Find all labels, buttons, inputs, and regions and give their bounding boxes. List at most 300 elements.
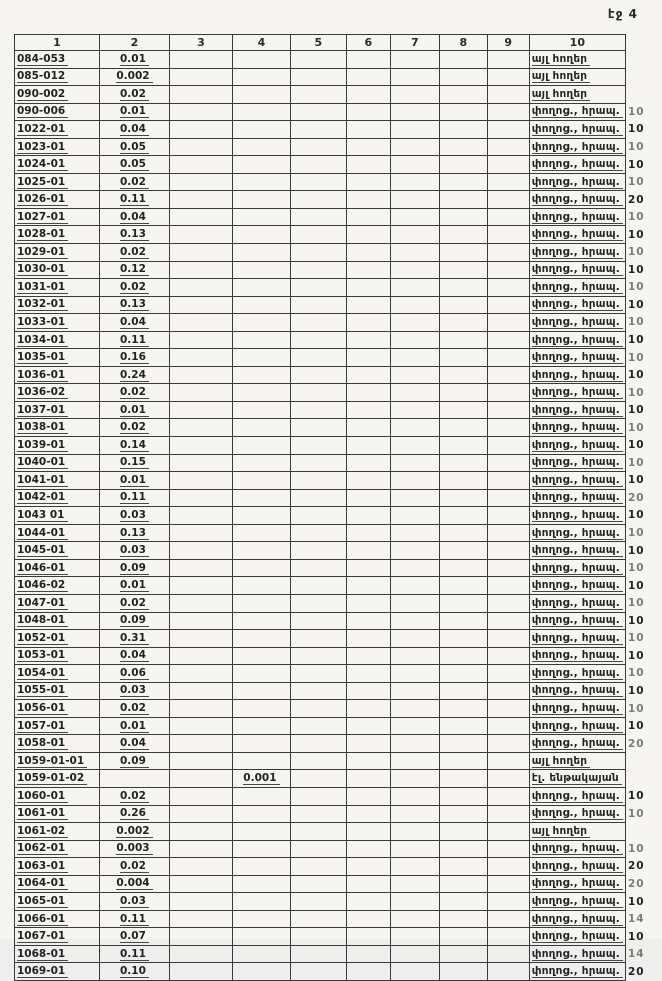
parcel-code-cell-text: 1061-01 bbox=[17, 807, 68, 820]
area-value-cell-text: 0.01 bbox=[120, 53, 149, 66]
parcel-code-cell bbox=[15, 840, 100, 858]
empty-cell bbox=[439, 787, 487, 805]
col4-value-cell bbox=[232, 893, 290, 911]
table-row bbox=[15, 68, 662, 86]
land-use-cell bbox=[529, 366, 625, 384]
empty-cell bbox=[439, 437, 487, 455]
empty-cell bbox=[439, 665, 487, 683]
parcel-code-cell-text: 1043 01 bbox=[17, 509, 68, 522]
area-value-cell bbox=[99, 630, 169, 648]
empty-cell bbox=[390, 226, 439, 244]
empty-cell bbox=[487, 647, 529, 665]
empty-cell bbox=[390, 735, 439, 753]
col4-value-cell bbox=[232, 489, 290, 507]
empty-cell bbox=[390, 647, 439, 665]
land-use-cell-text: փողոց., հրապ. bbox=[532, 948, 623, 961]
empty-cell bbox=[439, 208, 487, 226]
parcel-code-cell bbox=[15, 349, 100, 367]
land-use-cell-text: էլ. ենթակայան bbox=[532, 772, 622, 785]
empty-cell bbox=[346, 138, 390, 156]
land-use-cell-text: փողոց., հրապ. bbox=[532, 597, 623, 610]
area-value-cell-text: 0.05 bbox=[120, 141, 149, 154]
empty-cell bbox=[290, 524, 346, 542]
land-use-cell-text: փողոց., հրապ. bbox=[532, 807, 623, 820]
area-value-cell-text: 0.06 bbox=[120, 667, 149, 680]
area-value-cell-text: 0.02 bbox=[120, 790, 149, 803]
parcel-code-cell bbox=[15, 103, 100, 121]
area-value-cell bbox=[99, 928, 169, 946]
area-value-cell bbox=[99, 419, 169, 437]
empty-cell bbox=[439, 910, 487, 928]
empty-cell bbox=[346, 173, 390, 191]
col4-value-cell bbox=[232, 419, 290, 437]
area-value-cell bbox=[99, 963, 169, 981]
empty-cell bbox=[346, 840, 390, 858]
empty-cell bbox=[346, 472, 390, 490]
empty-cell bbox=[439, 173, 487, 191]
col4-value-cell bbox=[232, 630, 290, 648]
land-use-cell bbox=[529, 524, 625, 542]
empty-cell bbox=[346, 682, 390, 700]
margin-mark: 20 bbox=[627, 965, 645, 978]
area-value-cell-text: 0.02 bbox=[120, 88, 149, 101]
empty-cell bbox=[290, 612, 346, 630]
table-row bbox=[15, 314, 662, 332]
area-value-cell bbox=[99, 840, 169, 858]
land-use-cell-text: փողոց., հրապ. bbox=[532, 141, 623, 154]
parcel-code-cell-text: 1068-01 bbox=[17, 948, 68, 961]
empty-cell bbox=[439, 121, 487, 139]
margin-column-header bbox=[625, 35, 661, 51]
empty-cell bbox=[169, 226, 232, 244]
table-row bbox=[15, 279, 662, 297]
parcel-code-cell-text: 1059-01-02 bbox=[17, 772, 87, 785]
land-use-cell bbox=[529, 594, 625, 612]
empty-cell bbox=[390, 858, 439, 876]
land-use-cell bbox=[529, 384, 625, 402]
margin-mark: 10 bbox=[627, 105, 645, 118]
empty-cell bbox=[439, 472, 487, 490]
empty-cell bbox=[390, 823, 439, 841]
empty-cell bbox=[169, 349, 232, 367]
empty-cell bbox=[487, 366, 529, 384]
parcel-code-cell bbox=[15, 542, 100, 560]
empty-cell bbox=[390, 279, 439, 297]
parcel-code-cell bbox=[15, 86, 100, 104]
col4-value-cell bbox=[232, 103, 290, 121]
table-row bbox=[15, 963, 662, 981]
table-row bbox=[15, 138, 662, 156]
area-value-cell-text: 0.004 bbox=[116, 877, 152, 890]
parcel-code-cell-text: 1062-01 bbox=[17, 842, 68, 855]
margin-mark: 10 bbox=[627, 842, 645, 855]
col4-value-cell bbox=[232, 928, 290, 946]
empty-cell bbox=[346, 858, 390, 876]
empty-cell bbox=[439, 419, 487, 437]
area-value-cell-text: 0.13 bbox=[120, 298, 149, 311]
land-use-cell-text: փողոց., հրապ. bbox=[532, 158, 623, 171]
empty-cell bbox=[290, 156, 346, 174]
empty-cell bbox=[346, 542, 390, 560]
land-use-cell bbox=[529, 735, 625, 753]
empty-cell bbox=[346, 577, 390, 595]
empty-cell bbox=[390, 542, 439, 560]
empty-cell bbox=[439, 893, 487, 911]
land-use-cell bbox=[529, 173, 625, 191]
empty-cell bbox=[346, 437, 390, 455]
empty-cell bbox=[346, 244, 390, 262]
empty-cell bbox=[439, 191, 487, 209]
empty-cell bbox=[169, 68, 232, 86]
area-value-cell bbox=[99, 366, 169, 384]
parcel-code-cell bbox=[15, 454, 100, 472]
land-use-cell bbox=[529, 840, 625, 858]
land-use-cell-text: փողոց., հրապ. bbox=[532, 544, 623, 557]
col4-value-cell bbox=[232, 296, 290, 314]
empty-cell bbox=[487, 86, 529, 104]
empty-cell bbox=[290, 840, 346, 858]
margin-mark: 10 bbox=[627, 158, 645, 171]
table-row bbox=[15, 401, 662, 419]
parcel-code-cell-text: 1038-01 bbox=[17, 421, 68, 434]
col4-value-cell bbox=[232, 244, 290, 262]
margin-mark: 10 bbox=[627, 369, 645, 382]
empty-cell bbox=[487, 735, 529, 753]
area-value-cell-text: 0.11 bbox=[120, 334, 149, 347]
area-value-cell-text: 0.05 bbox=[120, 158, 149, 171]
empty-cell bbox=[169, 787, 232, 805]
area-value-cell-text: 0.02 bbox=[120, 386, 149, 399]
area-value-cell bbox=[99, 823, 169, 841]
parcel-code-cell bbox=[15, 244, 100, 262]
empty-cell bbox=[390, 489, 439, 507]
empty-cell bbox=[346, 787, 390, 805]
parcel-code-cell bbox=[15, 121, 100, 139]
column-header-6: 6 bbox=[346, 35, 390, 51]
margin-mark: 10 bbox=[627, 439, 645, 452]
table-row bbox=[15, 208, 662, 226]
land-use-cell-text: փողոց., հրապ. bbox=[532, 404, 623, 417]
parcel-code-cell-text: 1052-01 bbox=[17, 632, 68, 645]
parcel-code-cell-text: 1044-01 bbox=[17, 527, 68, 540]
table-row bbox=[15, 191, 662, 209]
land-use-cell bbox=[529, 805, 625, 823]
empty-cell bbox=[169, 823, 232, 841]
empty-cell bbox=[390, 384, 439, 402]
empty-cell bbox=[169, 612, 232, 630]
table-row bbox=[15, 296, 662, 314]
table-row bbox=[15, 717, 662, 735]
parcel-code-cell bbox=[15, 296, 100, 314]
margin-mark: 10 bbox=[627, 527, 645, 540]
land-use-cell bbox=[529, 928, 625, 946]
empty-cell bbox=[346, 296, 390, 314]
area-value-cell-text: 0.04 bbox=[120, 211, 149, 224]
empty-cell bbox=[290, 208, 346, 226]
margin-mark: 10 bbox=[627, 316, 645, 329]
area-value-cell bbox=[99, 594, 169, 612]
empty-cell bbox=[169, 630, 232, 648]
table-row bbox=[15, 630, 662, 648]
empty-cell bbox=[169, 507, 232, 525]
empty-cell bbox=[169, 296, 232, 314]
empty-cell bbox=[439, 875, 487, 893]
table-row bbox=[15, 875, 662, 893]
land-use-cell-text: փողոց., հրապ. bbox=[532, 913, 623, 926]
table-row bbox=[15, 928, 662, 946]
empty-cell bbox=[487, 805, 529, 823]
parcel-code-cell-text: 1028-01 bbox=[17, 228, 68, 241]
empty-cell bbox=[346, 103, 390, 121]
area-value-cell bbox=[99, 787, 169, 805]
empty-cell bbox=[290, 454, 346, 472]
land-use-cell bbox=[529, 542, 625, 560]
margin-mark: 10 bbox=[627, 597, 645, 610]
land-use-cell bbox=[529, 647, 625, 665]
empty-cell bbox=[290, 173, 346, 191]
area-value-cell-text: 0.02 bbox=[120, 597, 149, 610]
area-value-cell bbox=[99, 51, 169, 69]
empty-cell bbox=[390, 103, 439, 121]
empty-cell bbox=[439, 682, 487, 700]
parcel-code-cell-text: 1035-01 bbox=[17, 351, 68, 364]
parcel-code-cell-text: 1027-01 bbox=[17, 211, 68, 224]
land-use-cell bbox=[529, 945, 625, 963]
table-row bbox=[15, 910, 662, 928]
margin-mark: 10 bbox=[627, 228, 645, 241]
col4-value-cell bbox=[232, 507, 290, 525]
table-row bbox=[15, 770, 662, 788]
column-header-2: 2 bbox=[99, 35, 169, 51]
empty-cell bbox=[346, 401, 390, 419]
empty-cell bbox=[290, 121, 346, 139]
empty-cell bbox=[169, 401, 232, 419]
empty-cell bbox=[487, 121, 529, 139]
parcel-code-cell bbox=[15, 68, 100, 86]
land-use-cell bbox=[529, 454, 625, 472]
empty-cell bbox=[439, 331, 487, 349]
land-use-cell bbox=[529, 191, 625, 209]
empty-cell bbox=[439, 542, 487, 560]
table-row bbox=[15, 735, 662, 753]
land-use-cell-text: փողոց., հրապ. bbox=[532, 316, 623, 329]
parcel-code-cell bbox=[15, 682, 100, 700]
parcel-code-cell-text: 084-053 bbox=[17, 53, 68, 66]
land-use-cell-text: փողոց., հրապ. bbox=[532, 614, 623, 627]
parcel-code-cell-text: 1036-02 bbox=[17, 386, 68, 399]
empty-cell bbox=[487, 296, 529, 314]
empty-cell bbox=[390, 875, 439, 893]
parcel-code-cell-text: 1056-01 bbox=[17, 702, 68, 715]
area-value-cell bbox=[99, 665, 169, 683]
empty-cell bbox=[169, 577, 232, 595]
area-value-cell bbox=[99, 314, 169, 332]
area-value-cell-text: 0.03 bbox=[120, 509, 149, 522]
area-value-cell-text: 0.02 bbox=[120, 860, 149, 873]
col4-value-cell bbox=[232, 366, 290, 384]
empty-cell bbox=[390, 437, 439, 455]
col4-value-cell bbox=[232, 858, 290, 876]
empty-cell bbox=[346, 507, 390, 525]
empty-cell bbox=[390, 419, 439, 437]
area-value-cell bbox=[99, 226, 169, 244]
land-use-cell bbox=[529, 507, 625, 525]
empty-cell bbox=[290, 261, 346, 279]
land-use-cell-text: փողոց., հրապ. bbox=[532, 351, 623, 364]
area-value-cell-text: 0.07 bbox=[120, 930, 149, 943]
empty-cell bbox=[390, 296, 439, 314]
empty-cell bbox=[439, 577, 487, 595]
parcel-code-cell bbox=[15, 138, 100, 156]
table-row bbox=[15, 840, 662, 858]
land-use-cell-text: այլ հողեր bbox=[532, 53, 591, 66]
empty-cell bbox=[290, 735, 346, 753]
empty-cell bbox=[390, 787, 439, 805]
area-value-cell bbox=[99, 875, 169, 893]
empty-cell bbox=[290, 472, 346, 490]
empty-cell bbox=[169, 928, 232, 946]
empty-cell bbox=[346, 559, 390, 577]
empty-cell bbox=[439, 840, 487, 858]
table-row bbox=[15, 752, 662, 770]
land-use-cell-text: փողոց., հրապ. bbox=[532, 123, 623, 136]
margin-mark: 20 bbox=[627, 491, 645, 504]
cadastral-parcel-table bbox=[14, 34, 662, 981]
parcel-code-cell bbox=[15, 173, 100, 191]
land-use-cell-text: փողոց., հրապ. bbox=[532, 439, 623, 452]
table-row bbox=[15, 858, 662, 876]
parcel-code-cell bbox=[15, 752, 100, 770]
area-value-cell bbox=[99, 524, 169, 542]
table-row bbox=[15, 366, 662, 384]
parcel-code-cell-text: 1033-01 bbox=[17, 316, 68, 329]
empty-cell bbox=[169, 156, 232, 174]
empty-cell bbox=[169, 875, 232, 893]
col4-value-cell bbox=[232, 945, 290, 963]
margin-mark: 10 bbox=[627, 456, 645, 469]
col4-value-cell bbox=[232, 805, 290, 823]
empty-cell bbox=[390, 366, 439, 384]
land-use-cell-text: փողոց., հրապ. bbox=[532, 491, 623, 504]
table-row bbox=[15, 594, 662, 612]
land-use-cell-text: փողոց., հրապ. bbox=[532, 877, 623, 890]
empty-cell bbox=[487, 770, 529, 788]
table-row bbox=[15, 612, 662, 630]
empty-cell bbox=[346, 928, 390, 946]
area-value-cell bbox=[99, 68, 169, 86]
empty-cell bbox=[346, 945, 390, 963]
empty-cell bbox=[346, 893, 390, 911]
margin-mark: 14 bbox=[627, 948, 645, 961]
parcel-code-cell bbox=[15, 401, 100, 419]
area-value-cell-text: 0.10 bbox=[120, 965, 149, 978]
parcel-code-cell-text: 1040-01 bbox=[17, 456, 68, 469]
margin-mark: 10 bbox=[627, 930, 645, 943]
margin-mark: 20 bbox=[627, 193, 645, 206]
table-row bbox=[15, 121, 662, 139]
empty-cell bbox=[346, 349, 390, 367]
table-row bbox=[15, 787, 662, 805]
land-use-cell bbox=[529, 68, 625, 86]
area-value-cell bbox=[99, 173, 169, 191]
parcel-code-cell bbox=[15, 858, 100, 876]
empty-cell bbox=[169, 682, 232, 700]
empty-cell bbox=[290, 401, 346, 419]
land-use-cell-text: փողոց., հրապ. bbox=[532, 456, 623, 469]
table-row bbox=[15, 647, 662, 665]
empty-cell bbox=[439, 314, 487, 332]
land-use-cell-text: փողոց., հրապ. bbox=[532, 176, 623, 189]
empty-cell bbox=[487, 823, 529, 841]
land-use-cell-text: փողոց., հրապ. bbox=[532, 842, 623, 855]
empty-cell bbox=[390, 121, 439, 139]
parcel-code-cell-text: 1069-01 bbox=[17, 965, 68, 978]
empty-cell bbox=[487, 138, 529, 156]
margin-mark: 10 bbox=[627, 895, 645, 908]
table-row bbox=[15, 823, 662, 841]
empty-cell bbox=[439, 805, 487, 823]
empty-cell bbox=[290, 51, 346, 69]
empty-cell bbox=[390, 840, 439, 858]
empty-cell bbox=[390, 191, 439, 209]
parcel-code-cell bbox=[15, 594, 100, 612]
area-value-cell-text: 0.13 bbox=[120, 228, 149, 241]
land-use-cell bbox=[529, 208, 625, 226]
empty-cell bbox=[439, 226, 487, 244]
land-use-cell bbox=[529, 770, 625, 788]
parcel-code-cell-text: 1067-01 bbox=[17, 930, 68, 943]
empty-cell bbox=[290, 805, 346, 823]
empty-cell bbox=[290, 594, 346, 612]
empty-cell bbox=[290, 700, 346, 718]
area-value-cell-text: 0.01 bbox=[120, 105, 149, 118]
empty-cell bbox=[346, 366, 390, 384]
area-value-cell bbox=[99, 156, 169, 174]
land-use-cell bbox=[529, 103, 625, 121]
parcel-code-cell bbox=[15, 489, 100, 507]
empty-cell bbox=[487, 173, 529, 191]
empty-cell bbox=[290, 630, 346, 648]
empty-cell bbox=[346, 805, 390, 823]
land-use-cell-text: փողոց., հրապ. bbox=[532, 211, 623, 224]
margin-mark: 10 bbox=[627, 579, 645, 592]
land-use-cell-text: փողոց., հրապ. bbox=[532, 860, 623, 873]
parcel-code-cell-text: 1054-01 bbox=[17, 667, 68, 680]
empty-cell bbox=[390, 244, 439, 262]
empty-cell bbox=[390, 156, 439, 174]
col4-value-cell bbox=[232, 524, 290, 542]
empty-cell bbox=[346, 770, 390, 788]
empty-cell bbox=[390, 331, 439, 349]
empty-cell bbox=[487, 910, 529, 928]
empty-cell bbox=[390, 752, 439, 770]
col4-value-cell bbox=[232, 86, 290, 104]
land-use-cell-text: փողոց., հրապ. bbox=[532, 684, 623, 697]
empty-cell bbox=[439, 384, 487, 402]
empty-cell bbox=[487, 682, 529, 700]
empty-cell bbox=[290, 226, 346, 244]
empty-cell bbox=[439, 138, 487, 156]
land-use-cell-text: փողոց., հրապ. bbox=[532, 737, 623, 750]
land-use-cell-text: փողոց., հրապ. bbox=[532, 632, 623, 645]
empty-cell bbox=[290, 893, 346, 911]
empty-cell bbox=[487, 489, 529, 507]
empty-cell bbox=[169, 419, 232, 437]
empty-cell bbox=[346, 700, 390, 718]
land-use-cell bbox=[529, 665, 625, 683]
land-use-cell bbox=[529, 893, 625, 911]
area-value-cell-text: 0.03 bbox=[120, 684, 149, 697]
